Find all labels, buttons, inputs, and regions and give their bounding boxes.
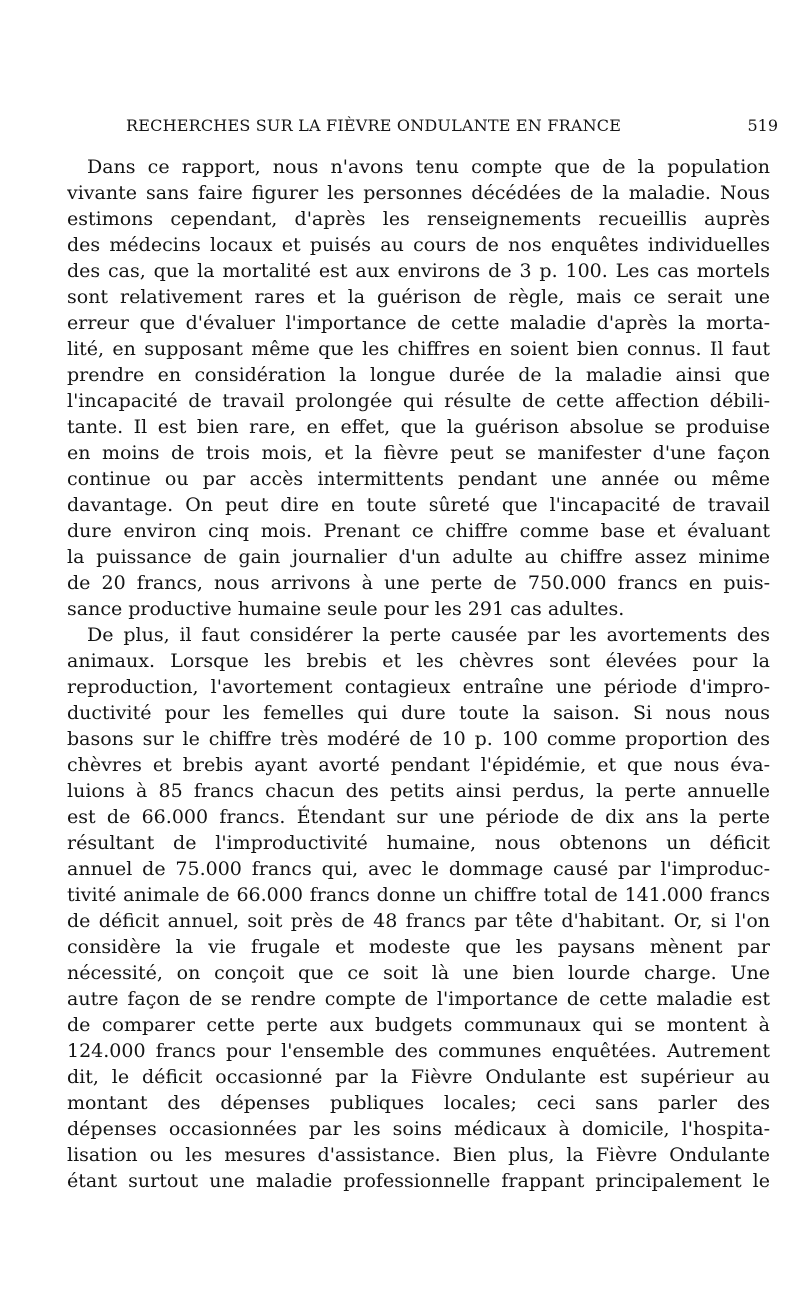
text-line: tante. Il est bien rare, en effet, que la guérison absolue se produise — [67, 416, 770, 438]
text-line: erreur que d'évaluer l'importance de cette maladie d'après la morta- — [67, 312, 770, 334]
text-line: animaux. Lorsque les brebis et les chèvres sont élevées pour la — [67, 650, 770, 672]
text-line: ductivité pour les femelles qui dure toute la saison. Si nous nous — [67, 702, 770, 724]
running-head — [126, 114, 778, 140]
text-line: nécessité, on conçoit que ce soit là une bien lourde charge. Une — [67, 962, 770, 984]
text-line: lité, en supposant même que les chiffres en soient bien connus. Il faut — [67, 338, 770, 360]
text-line: Dans ce rapport, nous n'avons tenu compte que de la population — [87, 156, 770, 178]
text-line: reproduction, l'avortement contagieux entraîne une période d'impro- — [67, 676, 770, 698]
text-line: résultant de l'improductivité humaine, nous obtenons un déficit — [67, 832, 770, 854]
text-line: est de 66.000 francs. Étendant sur une période de dix ans la perte — [67, 806, 770, 828]
text-line: de déficit annuel, soit près de 48 francs par tête d'habitant. Or, si l'on — [67, 910, 770, 932]
text-line: en moins de trois mois, et la fièvre peut se manifester d'une façon — [67, 442, 770, 464]
text-line: dure environ cinq mois. Prenant ce chiffre comme base et évaluant — [67, 520, 770, 542]
text-line: tivité animale de 66.000 francs donne un chiffre total de 141.000 francs — [67, 884, 770, 906]
text-line: des cas, que la mortalité est aux environs de 3 p. 100. Les cas mortels — [67, 260, 770, 282]
body-text — [67, 154, 770, 1194]
text-line: sance productive humaine seule pour les 291 cas adultes. — [67, 598, 625, 620]
text-line: prendre en considération la longue durée de la maladie ainsi que — [67, 364, 770, 386]
text-line: sont relativement rares et la guérison de règle, mais ce serait une — [67, 286, 770, 308]
text-line: luions à 85 francs chacun des petits ainsi perdus, la perte annuelle — [67, 780, 770, 802]
text-line: l'incapacité de travail prolongée qui résulte de cette affection débili- — [67, 390, 770, 412]
text-line: considère la vie frugale et modeste que les paysans mènent par — [67, 936, 770, 958]
text-line: davantage. On peut dire en toute sûreté que l'incapacité de travail — [67, 494, 770, 516]
paragraph-mortality — [67, 154, 770, 622]
text-line: vivante sans faire figurer les personnes décédées de la maladie. Nous — [67, 182, 770, 204]
page-number: 519 — [747, 116, 778, 135]
running-title: RECHERCHES SUR LA FIÈVRE ONDULANTE EN FRANCE — [126, 116, 622, 135]
text-line: de comparer cette perte aux budgets communaux qui se montent à — [67, 1014, 770, 1036]
text-line: lisation ou les mesures d'assistance. Bien plus, la Fièvre Ondulante — [67, 1144, 770, 1166]
text-line: dit, le déficit occasionné par la Fièvre Ondulante est supérieur au — [67, 1066, 770, 1088]
text-line: chèvres et brebis ayant avorté pendant l'épidémie, et que nous éva- — [67, 754, 770, 776]
text-line: la puissance de gain journalier d'un adulte au chiffre assez minime — [67, 546, 770, 568]
text-line: basons sur le chiffre très modéré de 10 p. 100 comme proportion des — [67, 728, 770, 750]
text-line: étant surtout une maladie professionnelle frappant principalement le — [67, 1170, 770, 1192]
text-line: dépenses occasionnées par les soins médicaux à domicile, l'hospita- — [67, 1118, 770, 1140]
text-line: annuel de 75.000 francs qui, avec le dommage causé par l'improduc- — [67, 858, 770, 880]
text-line: montant des dépenses publiques locales; ceci sans parler des — [67, 1092, 770, 1114]
text-line: De plus, il faut considérer la perte causée par les avortements des — [87, 624, 770, 646]
text-line: autre façon de se rendre compte de l'importance de cette maladie est — [67, 988, 770, 1010]
text-line: continue ou par accès intermittents pendant une année ou même — [67, 468, 770, 490]
text-line: 124.000 francs pour l'ensemble des communes enquêtées. Autrement — [67, 1040, 770, 1062]
text-line: des médecins locaux et puisés au cours de nos enquêtes individuelles — [67, 234, 770, 256]
text-line: estimons cependant, d'après les renseignements recueillis auprès — [67, 208, 770, 230]
text-line: de 20 francs, nous arrivons à une perte de 750.000 francs en puis- — [67, 572, 770, 594]
paragraph-economic-loss — [67, 622, 770, 1194]
